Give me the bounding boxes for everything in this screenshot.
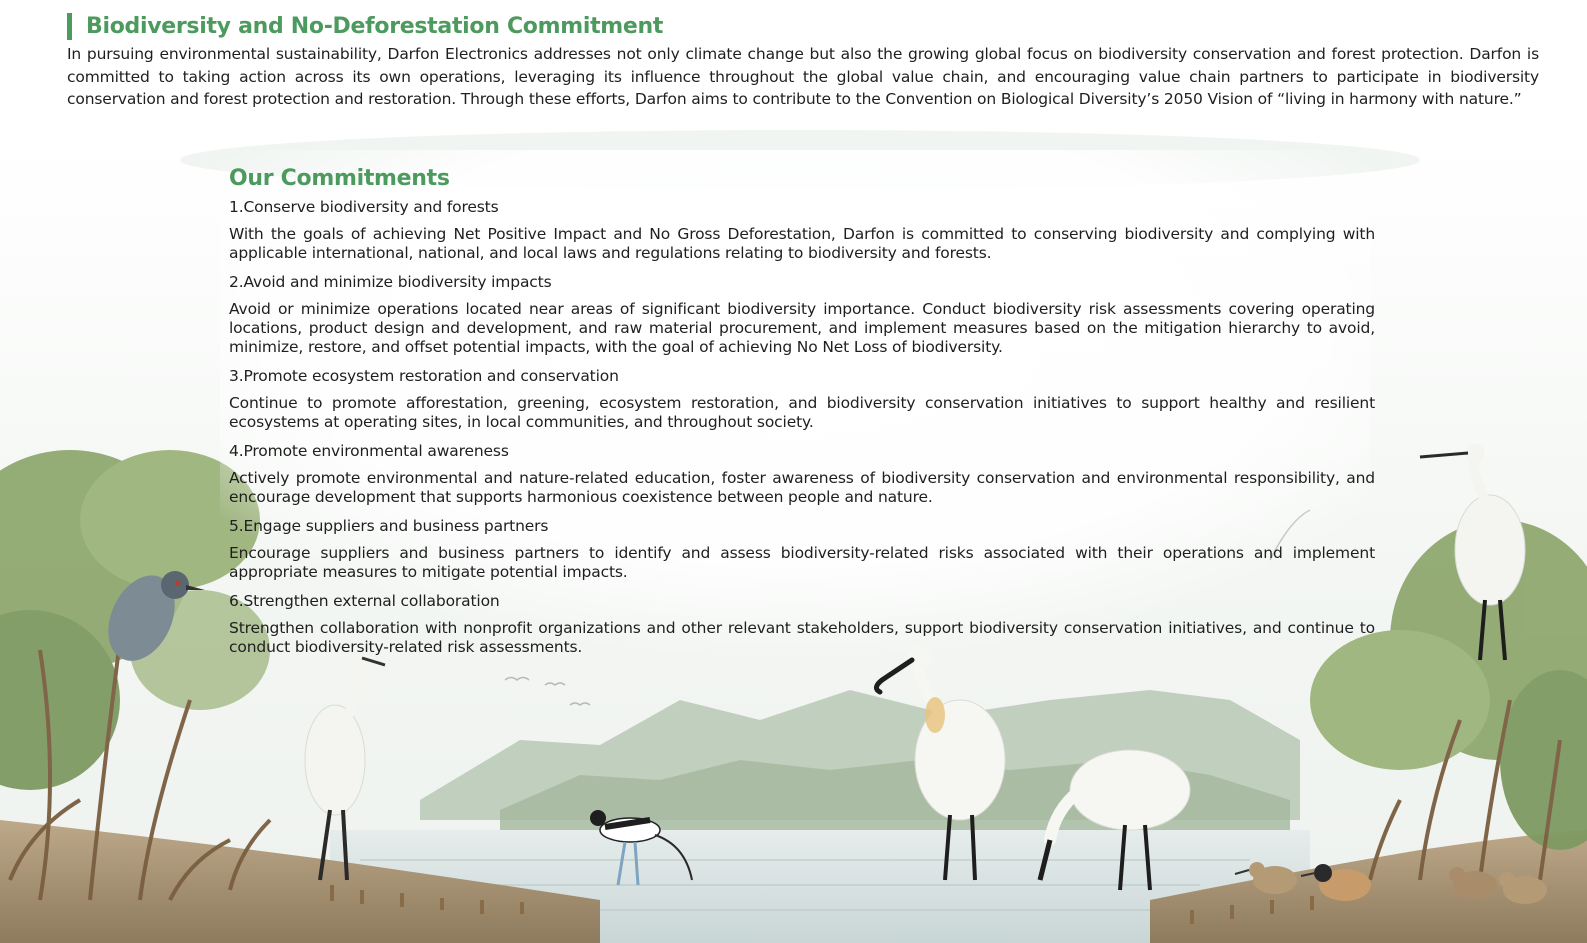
commitment-body: With the goals of achieving Net Positive Impact and No Gross Deforestation, Darfon is committed to conserving biodiversity and complying with applicable international, national, and local laws and regulations relating to biodiversity and forests. (229, 225, 1375, 262)
commitments-section (229, 166, 1375, 666)
commitment-item (229, 441, 1375, 507)
commitment-title: 1.Conserve biodiversity and forests (229, 198, 499, 216)
commitments-heading: Our Commitments (229, 166, 450, 191)
commitment-item (229, 591, 1375, 657)
commitment-body: Actively promote environmental and nature-related education, foster awareness of biodiversity conservation and environmental responsibility, and encourage development that supports harmonious coexistence between people and nature. (229, 469, 1375, 506)
commitment-item (229, 366, 1375, 432)
commitment-title: 3.Promote ecosystem restoration and conservation (229, 367, 619, 385)
commitment-title: 5.Engage suppliers and business partners (229, 517, 549, 535)
commitment-title: 2.Avoid and minimize biodiversity impacts (229, 273, 552, 291)
commitment-body: Avoid or minimize operations located near areas of significant biodiversity importance. Conduct biodiversity risk assessments covering operating locations, product design and development, and raw material procurement, and implement measures based on the mitigation hierarchy to avoid, minimize, restore, and offset potential impacts, with the goal of achieving No Net Loss of biodiversity. (229, 300, 1375, 356)
commitment-item (229, 197, 1375, 263)
commitment-item (229, 272, 1375, 357)
commitment-header (67, 12, 1539, 111)
commitment-title: 6.Strengthen external collaboration (229, 592, 500, 610)
commitment-title: 4.Promote environmental awareness (229, 442, 509, 460)
section-title (67, 12, 1539, 40)
commitment-body: Continue to promote afforestation, greening, ecosystem restoration, and biodiversity conservation initiatives to support healthy and resilient ecosystems at operating sites, in local communities, and throughout society. (229, 394, 1375, 431)
commitment-item (229, 516, 1375, 582)
commitment-body: Strengthen collaboration with nonprofit organizations and other relevant stakeholders, support biodiversity conservation initiatives, and continue to conduct biodiversity-related risk assessments. (229, 619, 1375, 656)
title-accent-bar (67, 13, 72, 40)
page-title: Biodiversity and No-Deforestation Commitment (86, 13, 664, 39)
commitment-body: Encourage suppliers and business partners to identify and assess biodiversity-related risks associated with their operations and implement appropriate measures to mitigate potential impacts. (229, 544, 1375, 581)
intro-paragraph: In pursuing environmental sustainability, Darfon Electronics addresses not only climate change but also the growing global focus on biodiversity conservation and forest protection. Darfon is committed to taking action across its own operations, leveraging its influence throughout the global value chain, and encouraging value chain partners to participate in biodiversity conservation and forest protection and restoration. Through these efforts, Darfon aims to contribute to the Convention on Biological Diversity’s 2050 Vision of “living in harmony with nature.” (67, 45, 1539, 108)
